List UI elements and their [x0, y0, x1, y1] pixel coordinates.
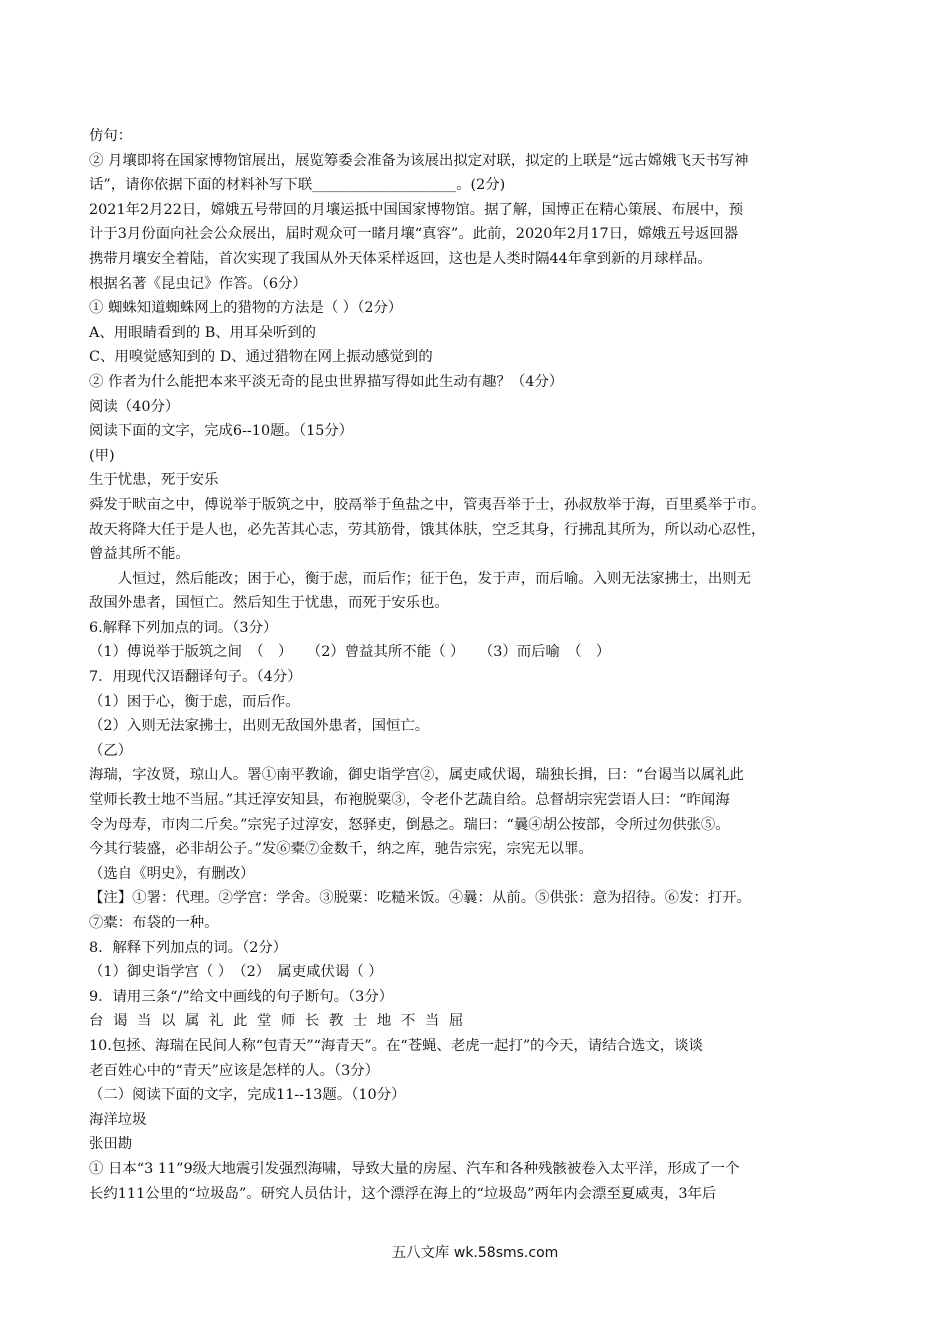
- text-line-option-cd: C、用嗅觉感知到的 D、通过猎物在网上振动感觉到的: [89, 349, 433, 366]
- text-line-notes: 【注】①署：代理。②学宫：学舍。③脱粟：吃糙米饭。④曩：从前。⑤供张：意为招待。⑥发：打开。: [89, 890, 751, 907]
- text-line-article-author: 张田勘: [89, 1136, 133, 1153]
- text-line-question-8-items: （1）御史诣学宫（ ） （2） 属吏咸伏谒（ ）: [89, 964, 383, 981]
- text-line-reading-header: 阅读（40分）: [89, 398, 180, 415]
- text-line-passage-yi: 令为母寿，市肉二斤矣。”宗宪子过淳安，怒驿吏，倒悬之。瑞曰：“曩④胡公按部，令所过勿供张⑤。: [89, 816, 730, 833]
- footer-site-name: 五八文库: [391, 1245, 450, 1261]
- text-line-source: （选自《明史》，有删改）: [89, 865, 255, 882]
- text-line-imitation-header: 仿句：: [89, 128, 133, 144]
- text-line-question-6: 6.解释下列加点的词。（3分）: [89, 619, 278, 636]
- text-line-notes: ⑦橐：布袋的一种。: [89, 915, 219, 931]
- text-line-article-title: 海洋垃圾: [89, 1111, 147, 1128]
- text-line-question-10-cont: 老百姓心中的“青天”应该是怎样的人。（3分）: [89, 1062, 380, 1079]
- text-line-passage: 舜发于畎亩之中，傅说举于版筑之中，胶鬲举于鱼盐之中，管夷吾举于士，孙叔敖举于海，百里奚举于市。: [89, 496, 766, 513]
- text-line-passage-title: 生于忧患，死于安乐: [89, 472, 219, 489]
- text-line-question-9-sentence: 台谒当以属礼此堂师长教士地不当屈: [89, 1013, 473, 1030]
- text-line-passage-yi: 今其行装盛，必非胡公子。”发⑥橐⑦金数千，纳之库，驰告宗宪，宗宪无以罪。: [89, 841, 593, 858]
- text-line-couplet-question-cont: 话”，请你依据下面的材料补写下联____________________。(2分): [89, 177, 506, 194]
- text-line-article-para: 长约111公里的“垃圾岛”。研究人员估计，这个漂浮在海上的“垃圾岛”两年内会漂至夏威夷，3年后: [89, 1185, 717, 1202]
- text-line-section-jia: (甲): [89, 447, 115, 464]
- page-footer: [0, 1243, 950, 1263]
- text-line-question-7-item1: （1）困于心，衡于虑，而后作。: [89, 693, 300, 710]
- text-line-passage: 故天将降大任于是人也，必先苦其心志，劳其筋骨，饿其体肤，空乏其身，行拂乱其所为，所以动心忍性，: [89, 521, 766, 538]
- text-line-passage: 曾益其所不能。: [89, 546, 190, 563]
- text-line-question-7: 7．用现代汉语翻译句子。（4分）: [89, 669, 302, 686]
- footer-site-url[interactable]: wk.58sms.com: [453, 1245, 559, 1261]
- text-line-passage-yi: 海瑞，字汝贤，琼山人。署①南平教谕，御史诣学宫②，属吏咸伏谒，瑞独长揖，曰：“台谒当以属礼此: [89, 767, 744, 784]
- text-line-material: 携带月壤安全着陆，首次实现了我国从外天体采样返回，这也是人类时隔44年拿到新的月球样品。: [89, 250, 712, 267]
- text-line-classic-header: 根据名著《昆虫记》作答。（6分）: [89, 275, 307, 292]
- text-line-section-yi: （乙）: [89, 742, 133, 759]
- document-page: [89, 124, 875, 1206]
- text-line-reading-2-header: （二）阅读下面的文字，完成11--13题。（10分）: [89, 1087, 406, 1104]
- text-line-option-ab: A、用眼睛看到的 B、用耳朵听到的: [89, 324, 317, 341]
- text-line-article-para: ① 日本“3 11”9级大地震引发强烈海啸，导致大量的房屋、汽车和各种残骸被卷入太平洋，形成了一个: [89, 1160, 740, 1177]
- text-line-material: 2021年2月22日，嫦娥五号带回的月壤运抵中国国家博物馆。据了解，国博正在精心策展、布展中，预: [89, 201, 744, 218]
- text-line-passage-para2: 人恒过，然后能改；困于心，衡于虑，而后作；征于色，发于声，而后喻。入则无法家拂士，出则无: [117, 570, 751, 587]
- text-line-question-7-item2: （2）入则无法家拂士，出则无敌国外患者，国恒亡。: [89, 718, 430, 735]
- text-line-couplet-question: ② 月壤即将在国家博物馆展出，展览筹委会准备为该展出拟定对联，拟定的上联是“远古嫦娥飞天书写神: [89, 152, 749, 169]
- text-line-question-2: ② 作者为什么能把本来平淡无奇的昆虫世界描写得如此生动有趣？（4分）: [89, 373, 564, 390]
- text-line-question-8: 8．解释下列加点的词。（2分）: [89, 939, 288, 956]
- text-line-question-9: 9．请用三条“/”给文中画线的句子断句。（3分）: [89, 988, 394, 1005]
- text-line-question-10: 10.包拯、海瑞在民间人称“包青天”“海青天”。在“苍蝇、老虎一起打”的今天，请结合选文，谈谈: [89, 1037, 703, 1054]
- text-line-question-6-items: （1）傅说举于版筑之间 （ ） （2）曾益其所不能（ ） （3）而后喻 （ ）: [89, 644, 611, 661]
- text-line-passage-para2: 敌国外患者，国恒亡。然后知生于忧患，而死于安乐也。: [89, 595, 449, 612]
- text-line-passage-yi: 堂师长教士地不当屈。”其迁淳安知县，布袍脱粟③，令老仆艺蔬自给。总督胡宗宪尝语人曰：“昨闻海: [89, 792, 730, 809]
- text-line-reading-instructions: 阅读下面的文字，完成6--10题。（15分）: [89, 423, 354, 440]
- text-line-material: 计于3月份面向社会公众展出，届时观众可一睹月壤“真容”。此前，2020年2月17日，嫦娥五号返回器: [89, 226, 739, 243]
- text-line-question-1: ① 蜘蛛知道蜘蛛网上的猎物的方法是（ ）（2分）: [89, 300, 403, 317]
